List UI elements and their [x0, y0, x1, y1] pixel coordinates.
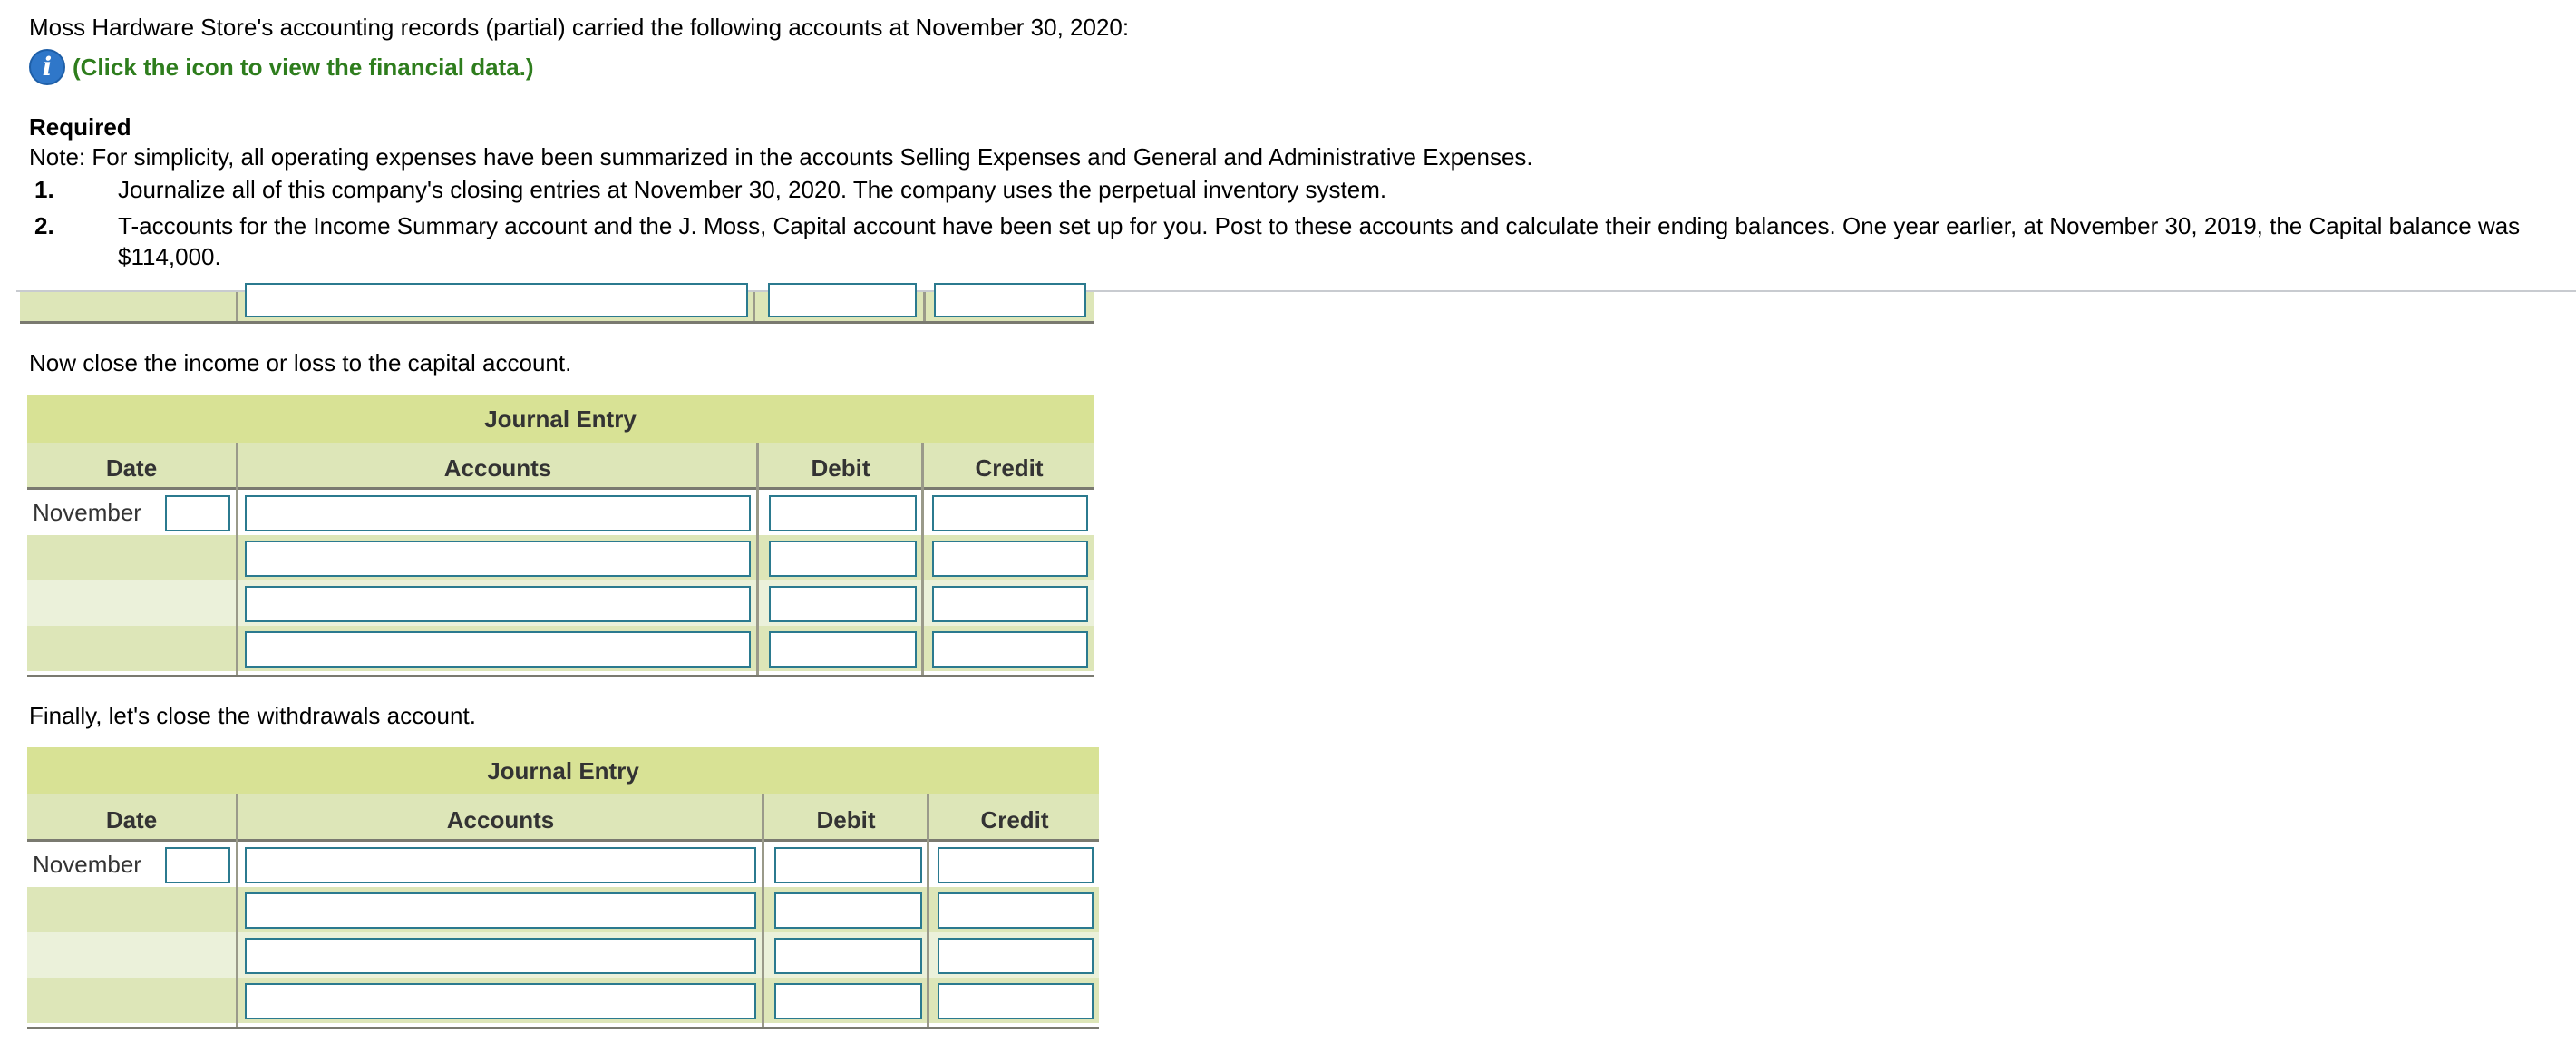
credit-input-4[interactable]: [938, 983, 1094, 1019]
section1-prompt: Now close the income or loss to the capital account.: [29, 349, 572, 376]
journal-table-title: Journal Entry: [27, 747, 1099, 794]
date-month-label: November: [33, 851, 141, 878]
intro-text: Moss Hardware Store's accounting records (partial) carried the following accounts at November 30, 2020:: [29, 14, 1130, 41]
journal-table-withdrawals-close: [27, 747, 1099, 1032]
column-divider: [236, 794, 238, 1027]
account-input-1[interactable]: [245, 847, 756, 883]
journal-table-income-close: [27, 395, 1094, 678]
column-divider: [236, 443, 238, 675]
debit-input-3[interactable]: [769, 586, 917, 622]
requirement-2-number: 2.: [34, 212, 54, 239]
section2-prompt: Finally, let's close the withdrawals account.: [29, 702, 476, 729]
header-accounts: Accounts: [443, 454, 552, 482]
account-input-2[interactable]: [245, 892, 756, 929]
column-divider: [762, 794, 764, 1027]
account-input-4[interactable]: [245, 631, 751, 668]
previous-accounts-input[interactable]: [245, 283, 748, 317]
debit-input-4[interactable]: [774, 983, 922, 1019]
header-debit: Debit: [816, 806, 876, 833]
requirement-1-number: 1.: [34, 176, 54, 203]
table-bottom-border: [27, 675, 1094, 677]
required-heading: Required: [29, 113, 131, 141]
credit-input-3[interactable]: [938, 938, 1094, 974]
credit-input-1[interactable]: [938, 847, 1094, 883]
column-divider: [921, 443, 924, 675]
header-credit: Credit: [980, 806, 1049, 833]
column-divider: [927, 794, 929, 1027]
account-input-1[interactable]: [245, 495, 751, 531]
account-input-3[interactable]: [245, 586, 751, 622]
account-input-4[interactable]: [245, 983, 756, 1019]
header-credit: Credit: [975, 454, 1044, 482]
account-input-3[interactable]: [245, 938, 756, 974]
credit-input-2[interactable]: [938, 892, 1094, 929]
journal-table-title: Journal Entry: [27, 395, 1094, 443]
date-day-input[interactable]: [165, 847, 230, 883]
requirement-2-text-cont: $114,000.: [118, 243, 221, 270]
debit-input-1[interactable]: [769, 495, 917, 531]
info-icon[interactable]: i: [29, 49, 65, 85]
debit-input-3[interactable]: [774, 938, 922, 974]
date-month-label: November: [33, 499, 141, 526]
column-divider: [756, 443, 759, 675]
previous-journal-table-fragment: [20, 292, 1094, 323]
debit-input-2[interactable]: [774, 892, 922, 929]
journal-table-header: [27, 443, 1094, 490]
credit-input-3[interactable]: [932, 586, 1088, 622]
header-debit: Debit: [811, 454, 870, 482]
header-date: Date: [105, 454, 158, 482]
journal-table-header: [27, 794, 1099, 842]
credit-input-2[interactable]: [932, 541, 1088, 577]
credit-input-1[interactable]: [932, 495, 1088, 531]
debit-input-1[interactable]: [774, 847, 922, 883]
date-day-input[interactable]: [165, 495, 230, 531]
financial-data-link-label[interactable]: (Click the icon to view the financial data.): [73, 54, 534, 81]
header-date: Date: [105, 806, 158, 833]
credit-input-4[interactable]: [932, 631, 1088, 668]
debit-input-4[interactable]: [769, 631, 917, 668]
debit-input-2[interactable]: [769, 541, 917, 577]
financial-data-link[interactable]: [29, 49, 534, 85]
table-bottom-border: [27, 1027, 1099, 1029]
previous-credit-input[interactable]: [934, 283, 1086, 317]
account-input-2[interactable]: [245, 541, 751, 577]
header-accounts: Accounts: [446, 806, 555, 833]
requirement-1-text: Journalize all of this company's closing entries at November 30, 2020. The company uses the perpetual inventory system.: [118, 176, 1387, 203]
requirement-2-text: T-accounts for the Income Summary account and the J. Moss, Capital account have been set up for you. Post to these accounts and calculate their ending balances. One year earlier, at November 30, 2019, the Capital balance was: [118, 212, 2521, 239]
previous-debit-input[interactable]: [768, 283, 917, 317]
note-text: Note: For simplicity, all operating expenses have been summarized in the accounts Selling Expenses and General and Administrative Expenses.: [29, 143, 1533, 171]
